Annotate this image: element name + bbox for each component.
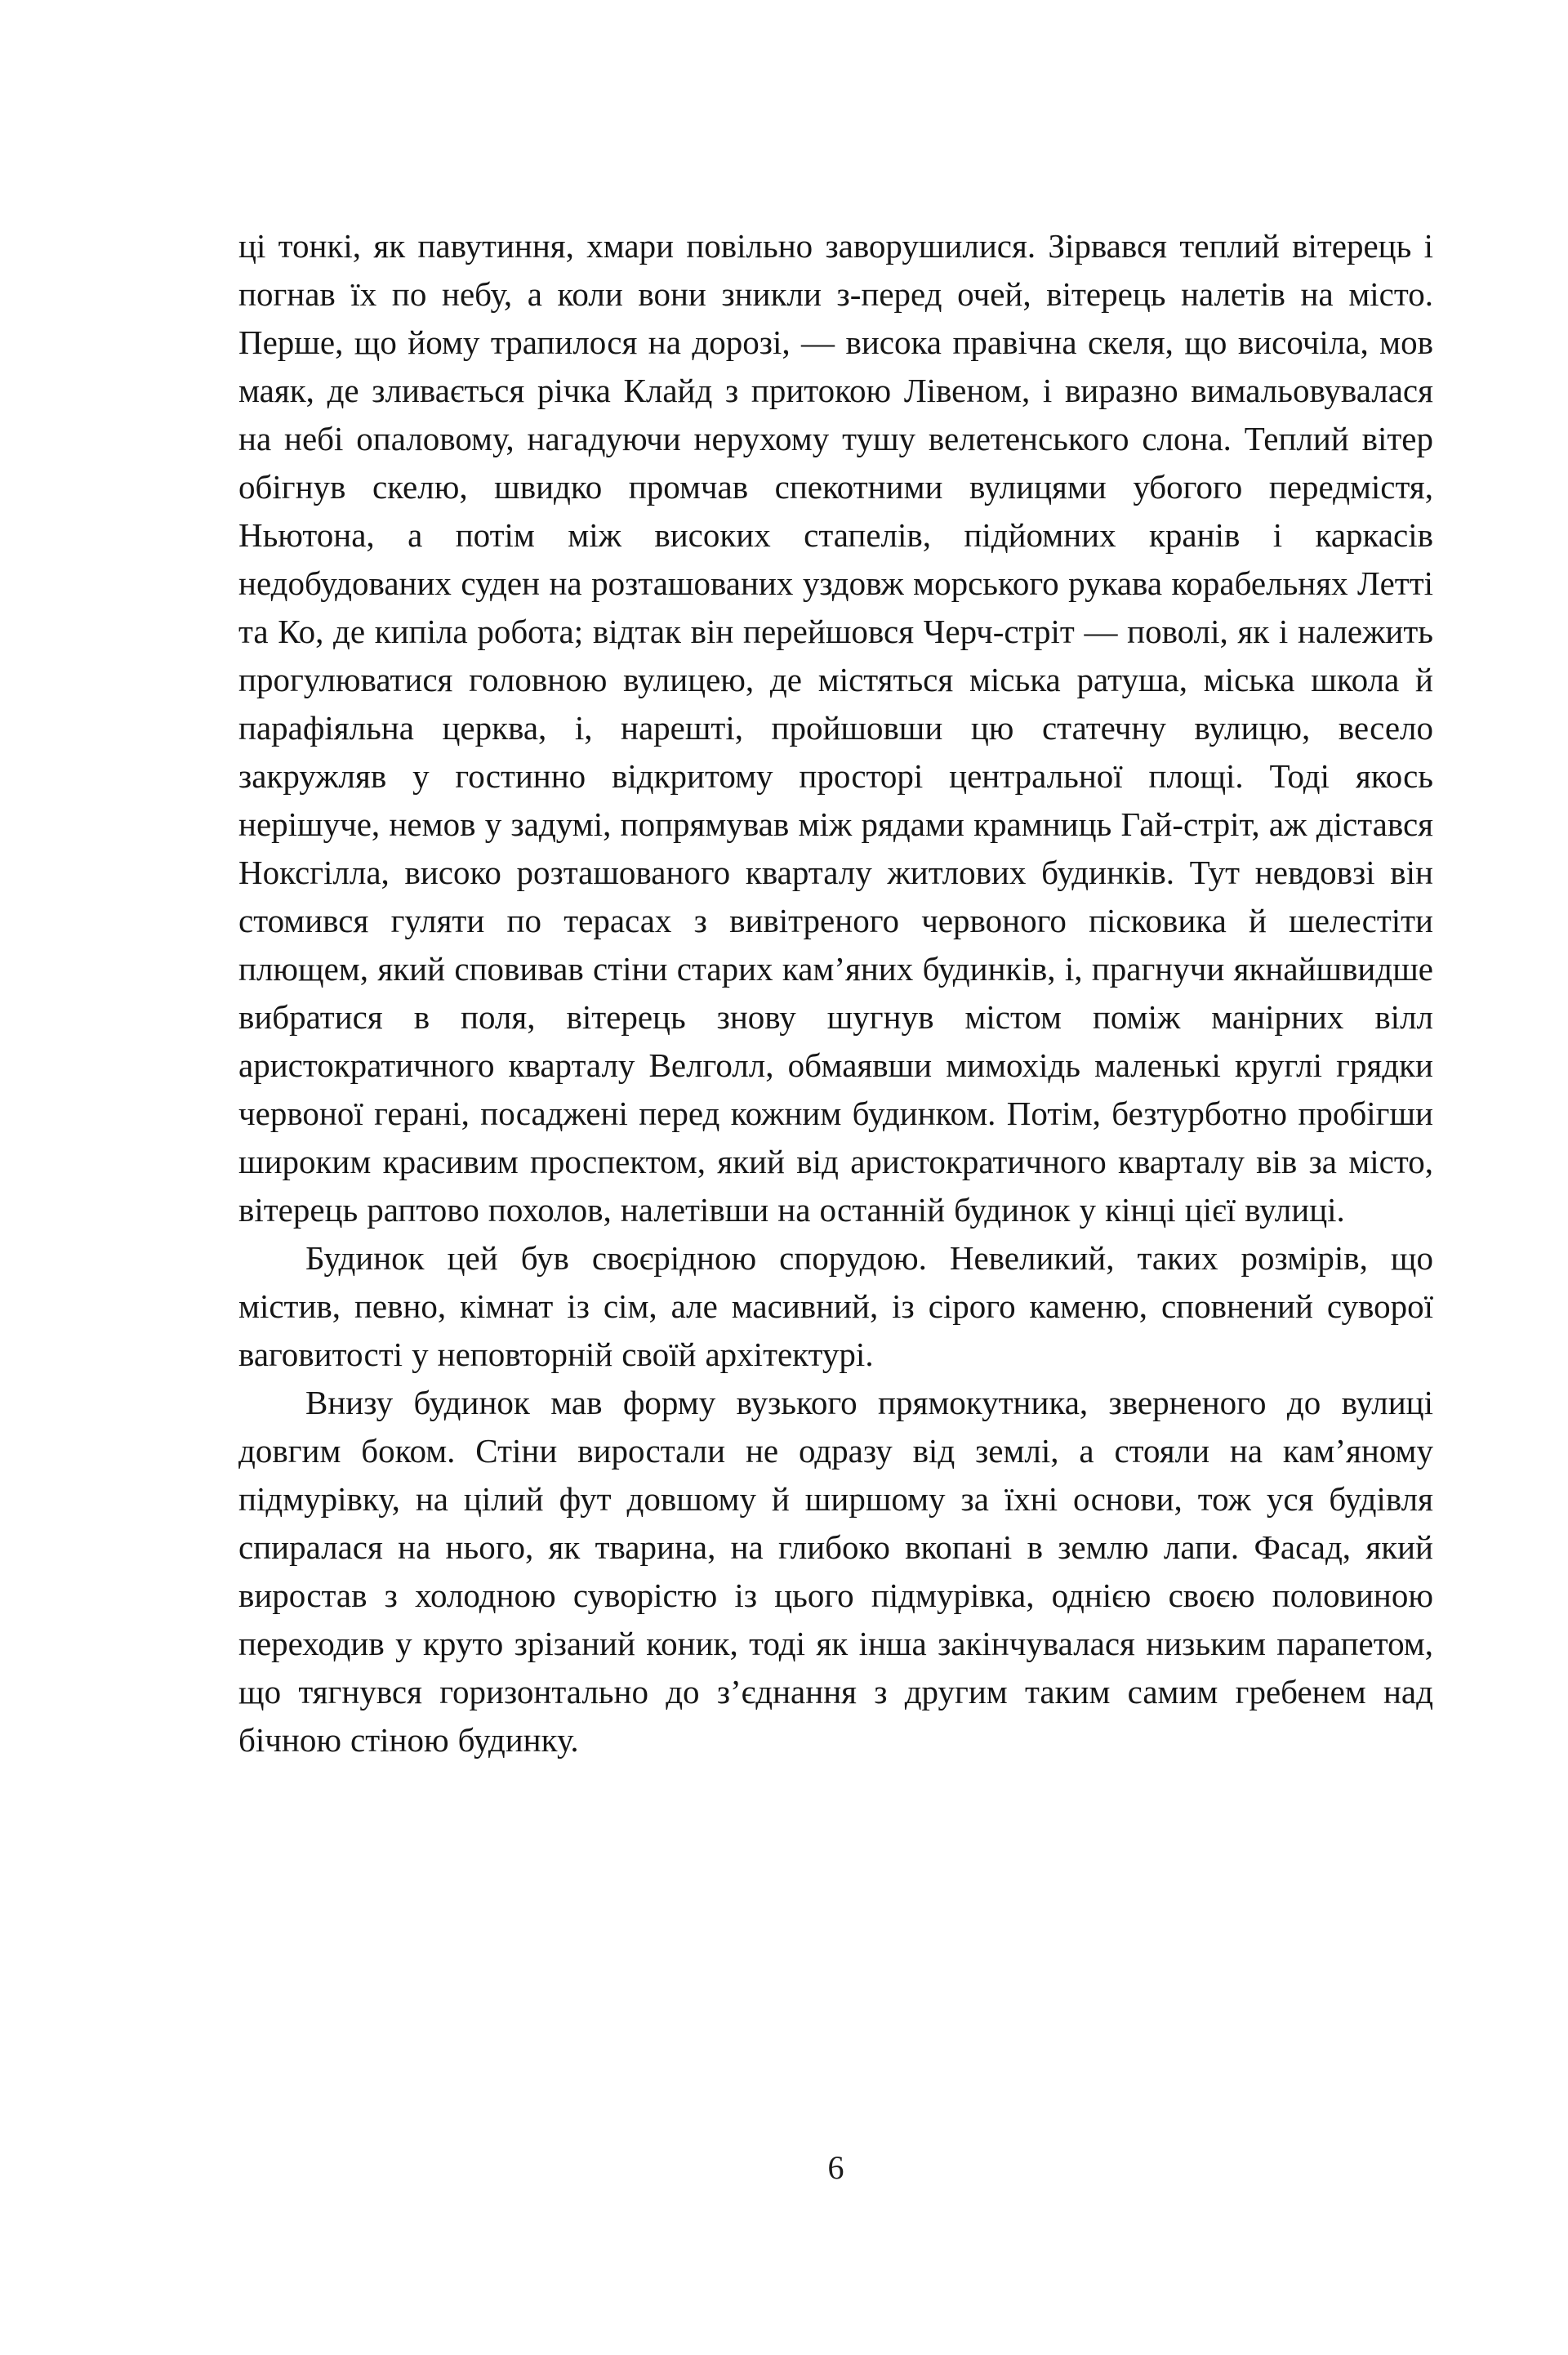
paragraph-continuation: ці тонкі, як павутиння, хмари повільно заворушилися. Зірвався теплий вітерець і погнав їх по небу, а коли вони зникли з-перед очей, вітерець налетів на місто. Перше, що йому трапилося на дорозі, — висока правічна скеля, що височіла, мов маяк, де зливається річка Клайд з притокою Лівеном, і виразно вимальовувалася на небі опаловому, нагадуючи нерухому тушу велетенського слона. Теплий вітер обігнув скелю, швидко промчав спекотними вулицями убогого передмістя, Ньютона, а потім між високих стапелів, підйомних кранів і каркасів недобудованих суден на розташованих уздовж морського рукава корабельнях Летті та Ко, де кипіла робота; відтак він перейшовся Черч-стріт — поволі, як і належить прогулюватися головною вулицею, де містяться міська ратуша, міська школа й парафіяльна церква, і, нарешті, пройшовши цю статечну вулицю, весело закружляв у гостинно відкритому просторі центральної площі. Тоді якось нерішуче, немов у задумі, попрямував між рядами крамниць Гай-стріт, аж дістався Ноксгілла, високо розташованого кварталу житлових будинків. Тут невдовзі він стомився гуляти по терасах з вивітреного червоного пісковика й шелестіти плющем, який сповивав стіни старих кам’яних будинків, і, прагнучи якнайшвидше вибратися в поля, вітерець знову шугнув містом поміж манірних вілл аристократичного кварталу Велголл, обмаявши мимохідь маленькі круглі грядки червоної герані, посаджені перед кожним будинком. Потім, безтурботно пробігши широким красивим проспектом, який від аристократичного кварталу вів за місто, вітерець раптово похолов, налетівши на останній будинок у кінці цієї вулиці. [238,227,1433,1229]
paragraph: Будинок цей був своєрідною спорудою. Невеликий, таких розмірів, що містив, певно, кімнат із сім, але масивний, із сірого каменю, сповнений суворої ваговитості у неповторній своїй архітектурі. [238,1239,1433,1373]
text-block [238,222,1433,1764]
page-number: 6 [827,2149,844,2186]
paragraph: Внизу будинок мав форму вузького прямокутника, зверненого до вулиці довгим боком. Стіни виростали не одразу від землі, а стояли на кам’яному підмурівку, на цілий фут довшому й ширшому за їхні основи, тож уся будівля спиралася на нього, як тварина, на глибоко вкопані в землю лапи. Фасад, який виростав з холодною суворістю із цього підмурівка, однією своєю половиною переходив у круто зрізаний коник, тоді як інша закінчувалася низьким парапетом, що тягнувся горизонтально до з’єднання з другим таким самим гребенем над бічною стіною будинку. [238,1384,1433,1759]
